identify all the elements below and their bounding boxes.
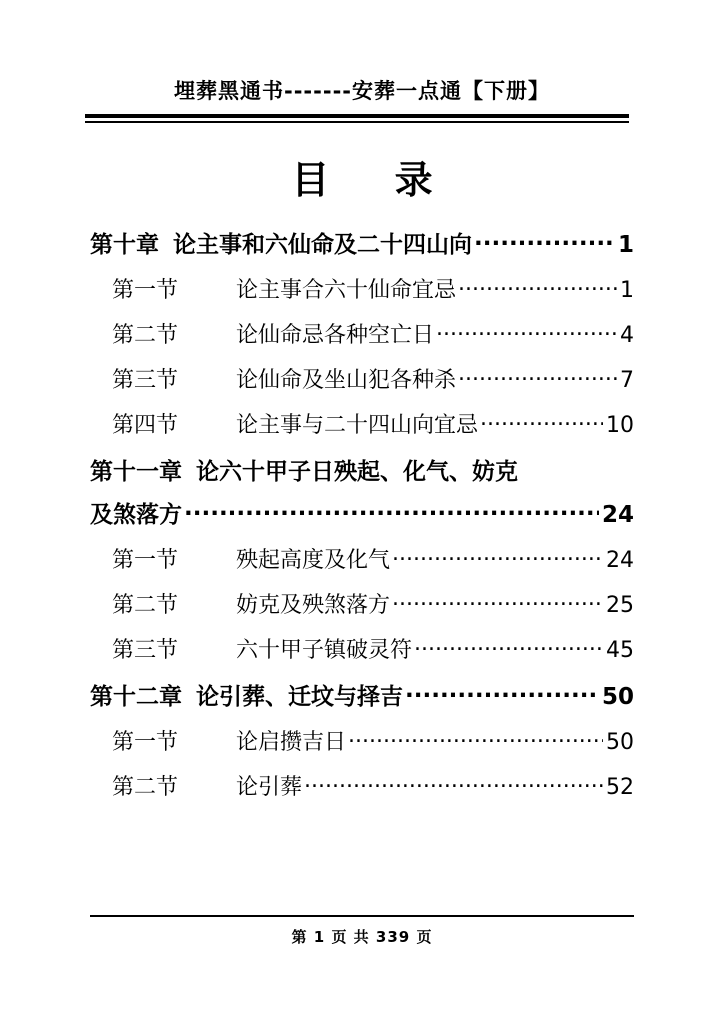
toc-leader-dots	[405, 681, 599, 704]
toc-spacer	[200, 278, 214, 303]
toc-entry-number: 第二节	[112, 775, 179, 800]
toc-entry-number: 第一节	[112, 278, 179, 303]
toc-entry-label: 论启攒吉日	[236, 730, 347, 755]
toc-spacer	[200, 368, 214, 393]
toc-leader-dots	[392, 545, 603, 567]
toc-entry-label-continued: 及煞落方	[90, 502, 182, 528]
toc-entry-label: 六十甲子镇破灵符	[236, 638, 413, 663]
toc-leader-dots	[474, 229, 615, 252]
toc-entry-label: 论六十甲子日殃起、化气、妨克	[196, 459, 518, 485]
toc-spacer	[200, 593, 214, 618]
toc-entry-page: 25	[606, 593, 634, 618]
page-title: 目 录	[291, 158, 459, 202]
footer-total-pages: 339	[375, 928, 411, 946]
toc-entry-section-10-2[interactable]	[90, 318, 634, 349]
toc-entry-page: 10	[606, 413, 634, 438]
toc-leader-dots	[458, 365, 617, 387]
toc-entry-number: 第三节	[112, 638, 179, 663]
footer-mid: 页 共	[331, 928, 370, 946]
toc-spacer	[200, 323, 214, 348]
toc-leader-dots	[480, 410, 603, 432]
toc-entry-label: 论引葬	[236, 775, 303, 800]
toc-entry-label: 论主事与二十四山向宜忌	[236, 413, 479, 438]
toc-leader-dots	[184, 499, 599, 522]
toc-entry-section-11-2[interactable]	[90, 588, 634, 619]
toc-leader-dots	[436, 320, 617, 342]
toc-entry-page: 7	[620, 368, 634, 393]
toc-entry-section-10-4[interactable]	[90, 408, 634, 439]
toc-entry-page: 50	[606, 730, 634, 755]
toc-entry-page: 4	[620, 323, 634, 348]
footer-prefix: 第	[291, 928, 308, 946]
toc-entry-number: 第三节	[112, 368, 179, 393]
toc-spacer	[200, 638, 214, 663]
toc-entry-label: 论仙命忌各种空亡日	[236, 323, 435, 348]
footer-suffix: 页	[416, 928, 433, 946]
toc-entry-page: 45	[606, 638, 634, 663]
toc-entry-chapter-11-continued[interactable]	[90, 496, 634, 529]
toc-entry-section-11-1[interactable]	[90, 543, 634, 574]
toc-leader-dots	[392, 590, 603, 612]
toc-spacer	[200, 413, 214, 438]
toc-entry-section-12-2[interactable]	[90, 770, 634, 801]
footer-divider	[90, 915, 634, 917]
toc-entry-section-10-3[interactable]	[90, 363, 634, 394]
toc-leader-dots	[348, 727, 603, 749]
toc-entry-label: 论主事和六仙命及二十四山向	[173, 232, 472, 258]
toc-entry-section-10-1[interactable]	[90, 273, 634, 304]
toc-entry-number: 第十二章	[90, 684, 182, 710]
toc-entry-number: 第二节	[112, 323, 179, 348]
toc-entry-number: 第四节	[112, 413, 179, 438]
toc-entry-section-12-1[interactable]	[90, 725, 634, 756]
book-header-title: 埋葬黑通书-------安葬一点通【下册】	[173, 79, 550, 103]
toc-entry-page: 1	[617, 232, 634, 258]
toc-spacer	[200, 775, 214, 800]
toc-leader-dots	[458, 275, 617, 297]
table-of-contents	[90, 226, 634, 801]
toc-entry-label: 论主事合六十仙命宜忌	[236, 278, 457, 303]
page-footer	[0, 926, 724, 947]
toc-entry-chapter-12[interactable]	[90, 678, 634, 711]
toc-leader-dots	[304, 772, 603, 794]
toc-entry-section-11-3[interactable]	[90, 633, 634, 664]
toc-entry-label: 妨克及殃煞落方	[236, 593, 391, 618]
toc-entry-number: 第一节	[112, 730, 179, 755]
toc-spacer	[200, 548, 214, 573]
toc-entry-page: 24	[601, 502, 634, 528]
toc-entry-page: 24	[606, 548, 634, 573]
toc-entry-number: 第十章	[90, 232, 159, 258]
toc-entry-page: 52	[606, 775, 634, 800]
footer-current-page: 1	[313, 928, 326, 946]
toc-entry-page: 1	[620, 278, 634, 303]
toc-entry-chapter-11[interactable]	[90, 453, 634, 486]
toc-entry-label: 论引葬、迁坟与择吉	[196, 684, 403, 710]
toc-entry-page: 50	[601, 684, 634, 710]
header-divider	[85, 114, 629, 123]
toc-entry-label: 论仙命及坐山犯各种杀	[236, 368, 457, 393]
toc-leader-dots	[414, 635, 603, 657]
toc-entry-number: 第一节	[112, 548, 179, 573]
toc-spacer	[200, 730, 214, 755]
toc-entry-label: 殃起高度及化气	[236, 548, 391, 573]
toc-entry-number: 第二节	[112, 593, 179, 618]
toc-entry-number: 第十一章	[90, 459, 182, 485]
toc-entry-chapter-10[interactable]	[90, 226, 634, 259]
